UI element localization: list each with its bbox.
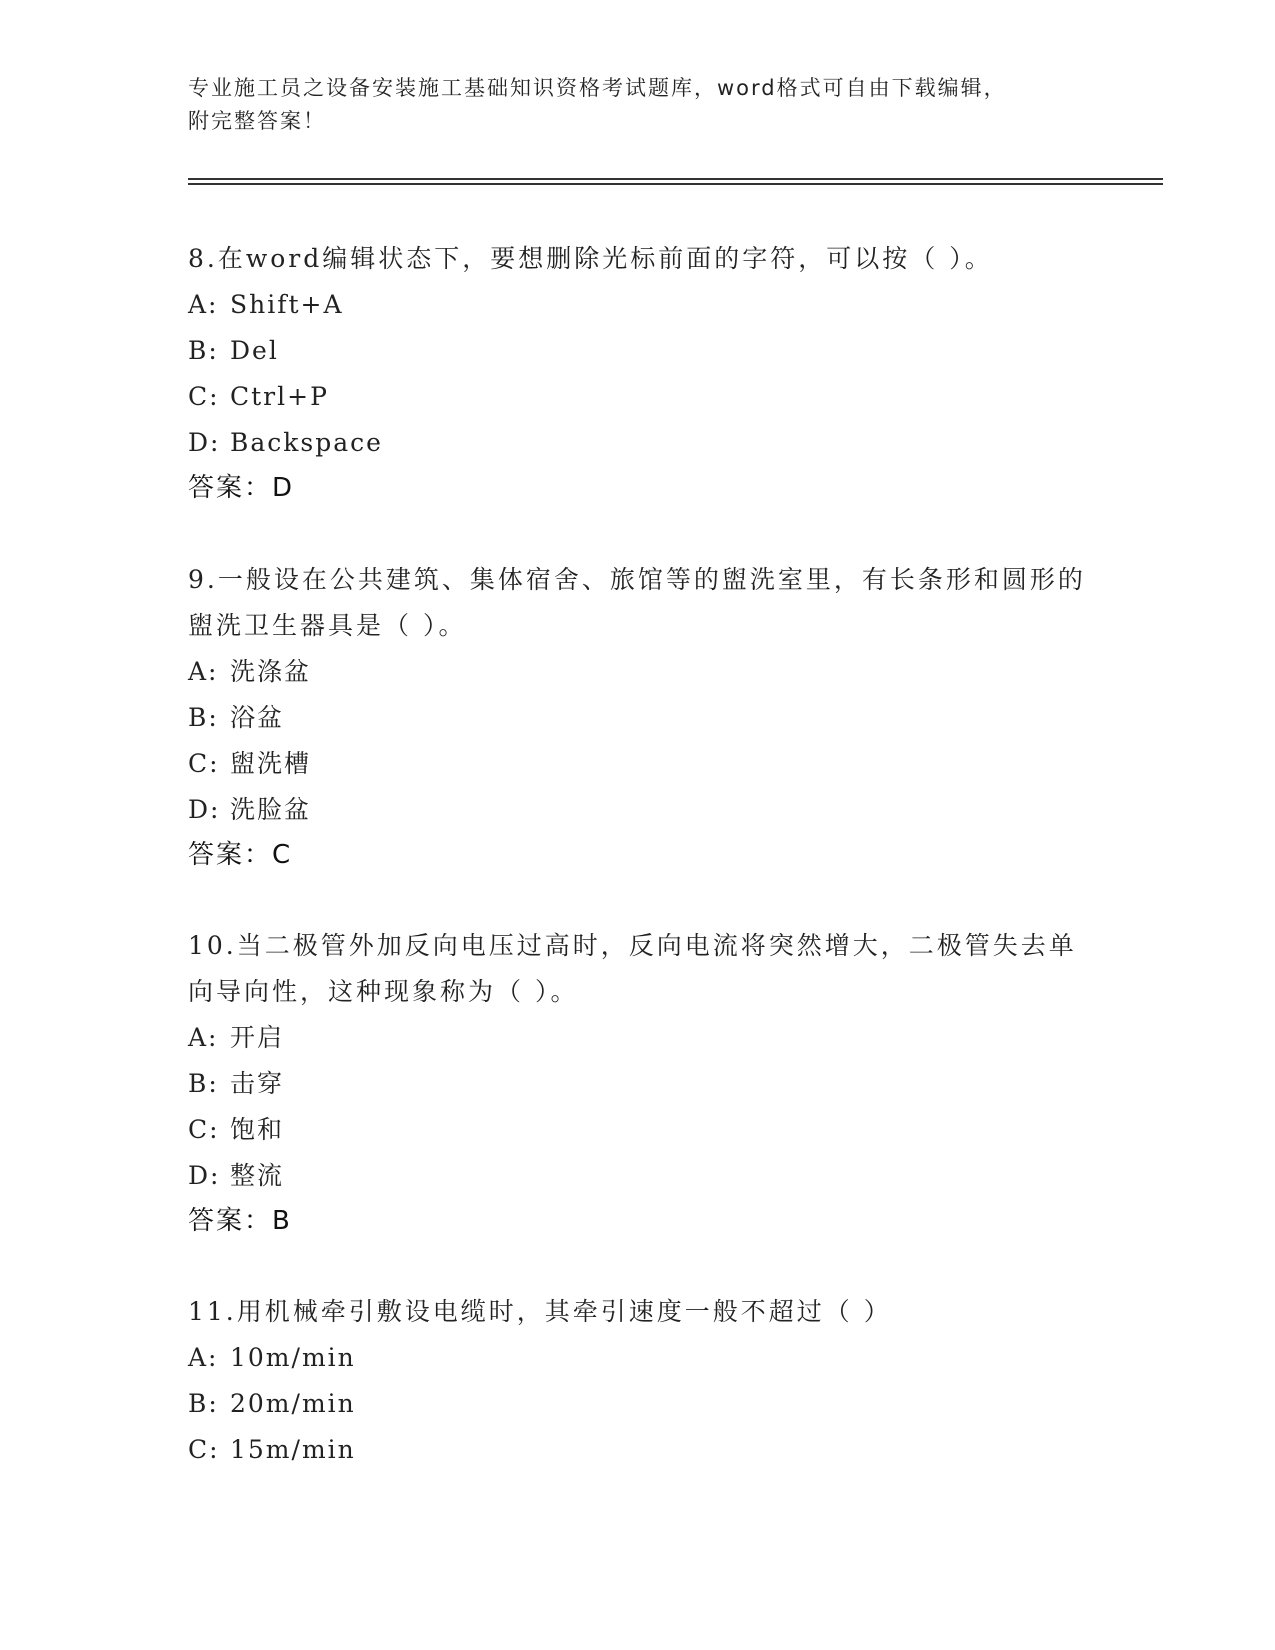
option-c [188,741,1088,787]
option-a [188,1335,1088,1381]
option-text: 20m/min [230,1389,356,1418]
option-key: C: [188,1435,220,1464]
option-key: B: [188,1069,219,1098]
option-key: C: [188,749,220,778]
option-c [188,1107,1088,1153]
header-divider-top [188,178,1163,180]
option-key: A: [188,1023,219,1052]
option-text: Backspace [230,428,383,457]
option-text: 浴盆 [230,703,285,732]
document-header [188,72,1088,138]
header-line-1: 专业施工员之设备安装施工基础知识资格考试题库，word格式可自由下载编辑， [188,76,1007,100]
option-key: D: [188,428,221,457]
option-key: A: [188,657,219,686]
option-text: Shift+A [230,290,344,319]
question-stem: 11.用机械牵引敷设电缆时，其牵引速度一般不超过（ ） [188,1297,892,1326]
option-text: 洗脸盆 [230,795,312,824]
option-text: 洗涤盆 [230,657,312,686]
option-text: 10m/min [230,1343,356,1372]
question-10 [188,923,1088,1243]
option-key: B: [188,336,219,365]
option-text: 开启 [230,1023,285,1052]
option-key: C: [188,382,220,411]
question-8 [188,236,1088,510]
option-text: 饱和 [230,1115,285,1144]
option-a [188,282,1088,328]
option-c [188,1427,1088,1473]
question-9 [188,557,1088,877]
answer-label: 答案：C [188,840,293,870]
header-line-2: 附完整答案！ [188,109,326,133]
option-a [188,649,1088,695]
option-key: D: [188,1161,221,1190]
answer-label: 答案：B [188,1206,292,1236]
option-key: A: [188,290,219,319]
option-text: 盥洗槽 [230,749,312,778]
header-divider-bottom [188,183,1163,185]
option-key: B: [188,703,219,732]
option-key: B: [188,1389,219,1418]
answer-label: 答案：D [188,473,295,503]
question-11 [188,1289,1088,1473]
option-b [188,1381,1088,1427]
option-text: 整流 [230,1161,285,1190]
option-b [188,695,1088,741]
option-text: 击穿 [230,1069,285,1098]
option-c [188,374,1088,420]
option-b [188,1061,1088,1107]
option-key: D: [188,795,221,824]
option-key: A: [188,1343,219,1372]
option-d [188,1153,1088,1199]
option-d [188,420,1088,466]
question-stem: 10.当二极管外加反向电压过高时，反向电流将突然增大，二极管失去单向导向性，这种现象称为（ ）。 [188,931,1077,1006]
option-text: Del [230,336,279,365]
option-d [188,787,1088,833]
question-stem: 9.一般设在公共建筑、集体宿舍、旅馆等的盥洗室里，有长条形和圆形的盥洗卫生器具是（ ）。 [188,565,1086,640]
option-text: 15m/min [230,1435,356,1464]
option-b [188,328,1088,374]
option-a [188,1015,1088,1061]
option-key: C: [188,1115,220,1144]
question-stem: 8.在word编辑状态下，要想删除光标前面的字符，可以按（ ）。 [188,244,993,273]
option-text: Ctrl+P [230,382,329,411]
